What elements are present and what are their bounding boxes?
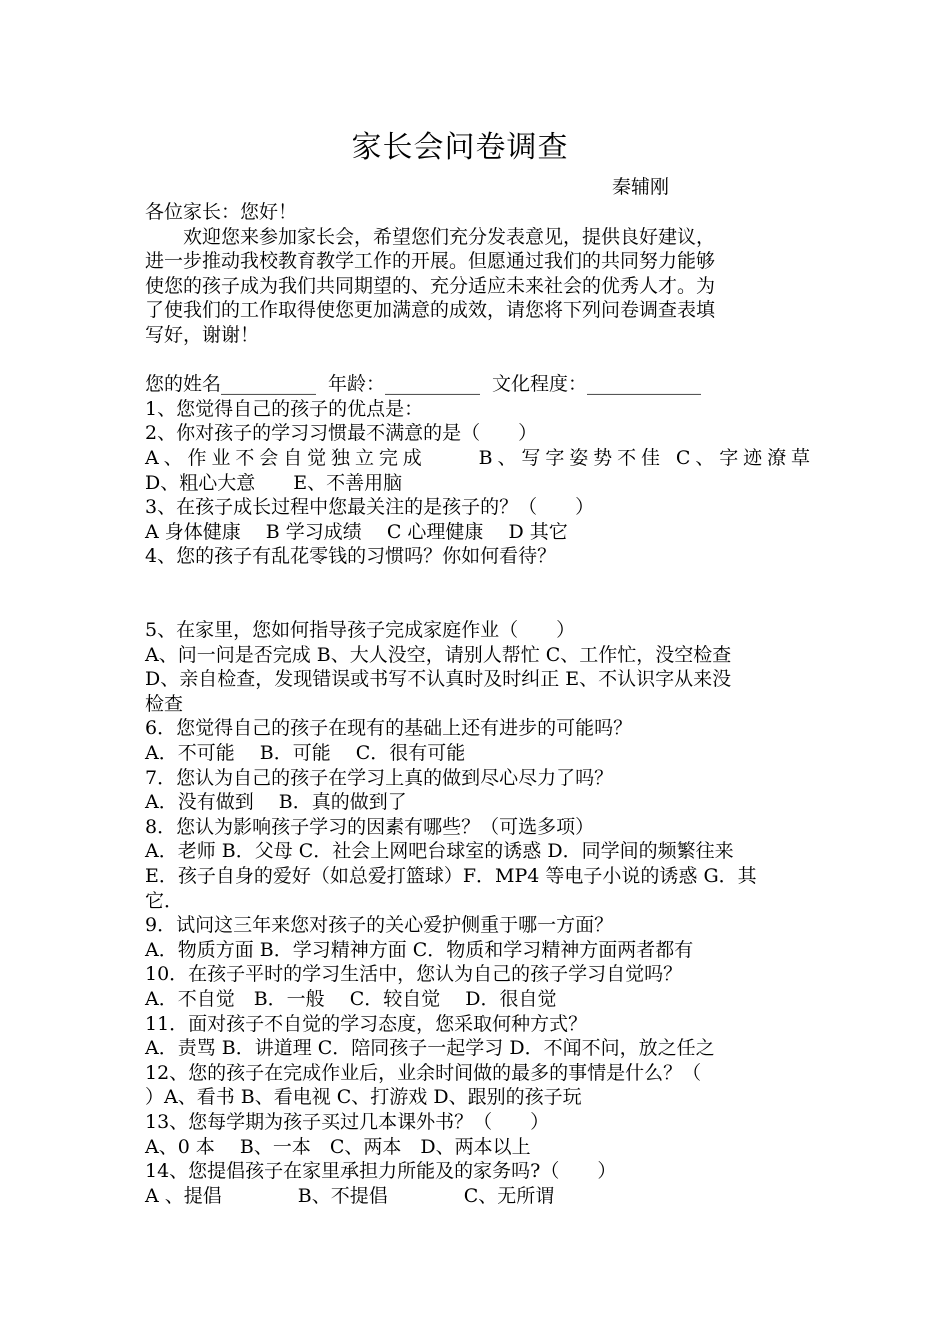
question-12-line-2[interactable]: ）A、看书 B、看电视 C、打游戏 D、跟别的孩子玩 bbox=[145, 1086, 582, 1109]
question-10-options[interactable]: A．不自觉 B．一般 C．较自觉 D．很自觉 bbox=[145, 988, 557, 1010]
info-line bbox=[145, 372, 810, 397]
question-2-options-line-2[interactable]: D、粗心大意 E、不善用脑 bbox=[145, 471, 403, 494]
intro-text-1: 欢迎您来参加家长会，希望您们充分发表意见，提供良好建议， bbox=[183, 225, 716, 248]
question-13-options[interactable]: A、0 本 B、一本 C、两本 D、两本以上 bbox=[145, 1135, 531, 1158]
q2-option-a[interactable]: A、作业不会自觉独立完成 bbox=[145, 446, 427, 469]
question-14-options[interactable]: A 、提倡 B、不提倡 C、无所谓 bbox=[145, 1184, 555, 1207]
author-name: 秦辅刚 bbox=[612, 176, 670, 198]
question-14: 14、您提倡孩子在家里承担力所能及的家务吗?（ ） bbox=[145, 1160, 617, 1183]
question-3: 3、在孩子成长过程中您最关注的是孩子的？（ ） bbox=[145, 496, 595, 519]
intro-line-5: 写好，谢谢！ bbox=[145, 323, 260, 346]
question-4: 4、您的孩子有乱花零钱的习惯吗？你如何看待？ bbox=[145, 545, 557, 568]
question-1: 1、您觉得自己的孩子的优点是： bbox=[145, 397, 424, 420]
question-8: 8．您认为影响孩子学习的因素有哪些？（可选多项） bbox=[145, 815, 595, 838]
name-label: 您的姓名 bbox=[145, 373, 222, 396]
intro-line-2: 进一步推动我校教育教学工作的开展。但愿通过我们的共同努力能够 bbox=[145, 250, 716, 273]
question-9: 9．试问这三年来您对孩子的关心爱护侧重于哪一方面？ bbox=[145, 914, 614, 937]
education-label: 文化程度： bbox=[492, 373, 588, 396]
intro-line-4: 了使我们的工作取得使您更加满意的成效，请您将下列问卷调查表填 bbox=[145, 299, 716, 322]
spacer bbox=[145, 348, 810, 373]
question-8-options-line-3[interactable]: 它． bbox=[145, 889, 184, 912]
question-5: 5、在家里，您如何指导孩子完成家庭作业（ ） bbox=[145, 619, 576, 642]
q2-option-c[interactable]: C、字迹潦草 bbox=[675, 446, 811, 469]
greeting: 各位家长：您好！ bbox=[145, 201, 298, 223]
question-5-options-line-1[interactable]: A、问一问是否完成 B、大人没空，请别人帮忙 C、工作忙，没空检查 bbox=[145, 643, 732, 666]
question-11: 11．面对孩子不自觉的学习态度，您采取何种方式？ bbox=[145, 1012, 588, 1035]
answer-space[interactable] bbox=[145, 569, 810, 618]
education-field[interactable]: ____________ bbox=[587, 373, 702, 396]
question-8-options-line-2[interactable]: E．孩子自身的爱好（如总爱打篮球）F．MP4 等电子小说的诱惑 G．其 bbox=[145, 865, 757, 888]
question-7-options[interactable]: A．没有做到 B．真的做到了 bbox=[145, 791, 407, 814]
intro-line-1 bbox=[145, 225, 810, 250]
question-3-options[interactable]: A 身体健康 B 学习成绩 C 心理健康 D 其它 bbox=[145, 520, 568, 543]
question-8-options-line-1[interactable]: A．老师 B．父母 C．社会上网吧台球室的诱惑 D．同学间的频繁往来 bbox=[145, 840, 734, 863]
question-2: 2、你对孩子的学习习惯最不满意的是（ ） bbox=[145, 422, 538, 445]
question-2-options-line-1 bbox=[145, 446, 810, 471]
question-5-options-line-2[interactable]: D、亲自检查，发现错误或书写不认真时及时纠正 E、不认识字从来没 bbox=[145, 668, 732, 691]
page-title: 家长会问卷调查 bbox=[351, 130, 569, 165]
question-9-options[interactable]: A．物质方面 B．学习精神方面 C．物质和学习精神方面两者都有 bbox=[145, 938, 694, 961]
question-6: 6．您觉得自己的孩子在现有的基础上还有进步的可能吗？ bbox=[145, 717, 633, 740]
survey-body bbox=[145, 200, 810, 1208]
question-12-line-1: 12、您的孩子在完成作业后，业余时间做的最多的事情是什么？（ bbox=[145, 1061, 702, 1084]
question-6-options[interactable]: A．不可能 B．可能 C．很有可能 bbox=[145, 742, 466, 765]
question-5-options-line-3[interactable]: 检查 bbox=[145, 692, 184, 715]
question-11-options[interactable]: A．责骂 B．讲道理 C．陪同孩子一起学习 D．不闻不问，放之任之 bbox=[145, 1037, 715, 1060]
question-10: 10．在孩子平时的学习生活中，您认为自己的孩子学习自觉吗？ bbox=[145, 963, 683, 986]
age-label: 年龄： bbox=[328, 373, 386, 396]
question-13: 13、您每学期为孩子买过几本课外书？（ ） bbox=[145, 1110, 550, 1133]
intro-line-3: 使您的孩子成为我们共同期望的、充分适应未来社会的优秀人才。为 bbox=[145, 274, 716, 297]
age-field[interactable]: __________ bbox=[385, 373, 481, 396]
name-field[interactable]: __________ bbox=[221, 373, 317, 396]
q2-option-b[interactable]: B、写字姿势不佳 bbox=[478, 446, 665, 469]
question-7: 7．您认为自己的孩子在学习上真的做到尽心尽力了吗？ bbox=[145, 766, 614, 789]
